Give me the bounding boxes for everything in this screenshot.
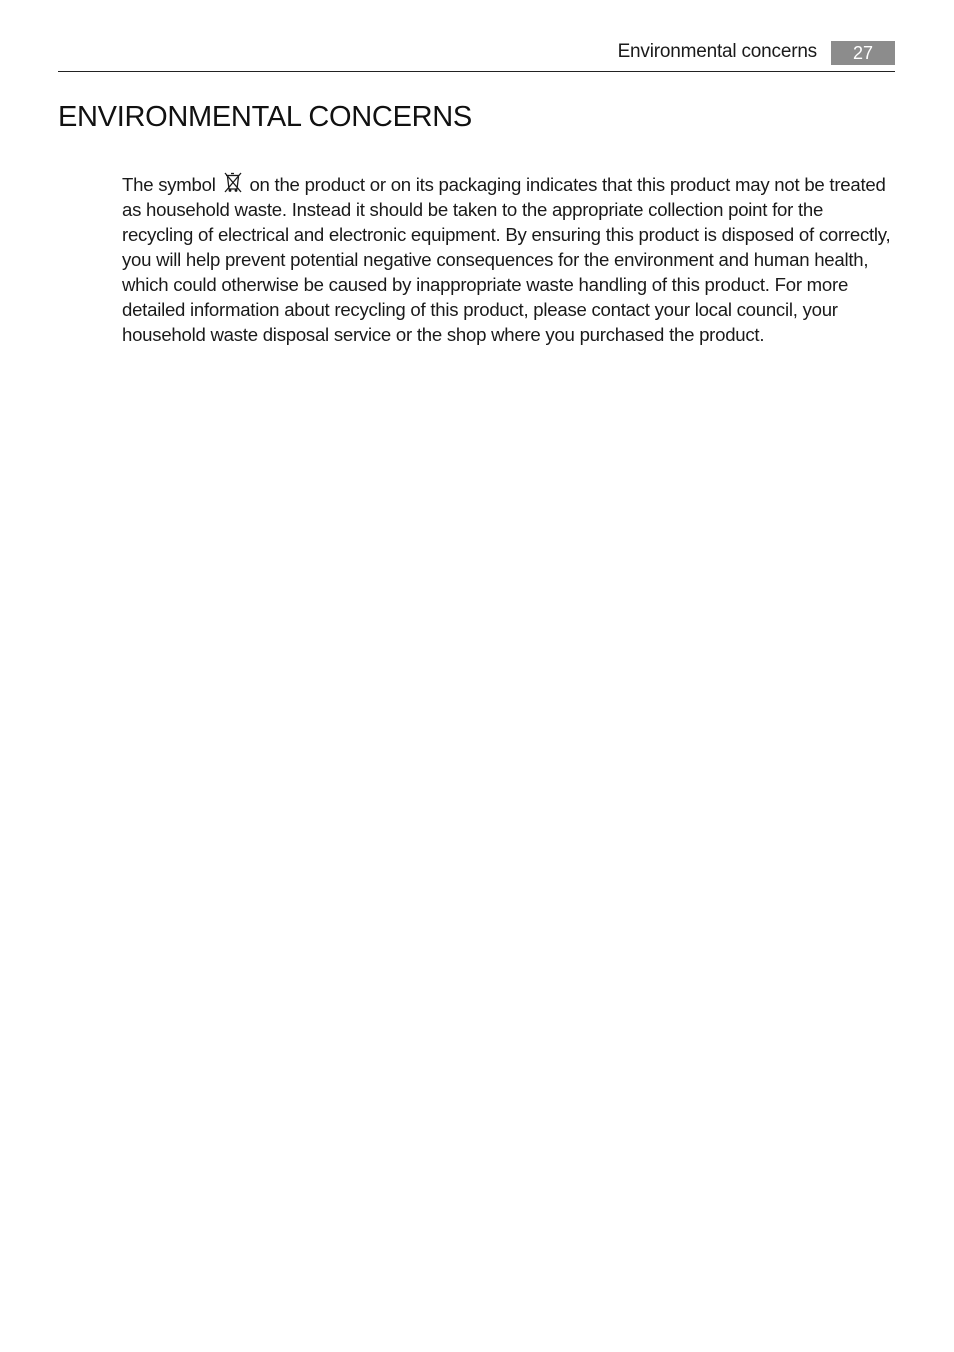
- paragraph-lead-text: The symbol: [122, 174, 216, 195]
- page-number: 27: [831, 41, 895, 65]
- body-paragraph: [122, 171, 892, 347]
- page-title: ENVIRONMENTAL CONCERNS: [58, 101, 472, 133]
- crossed-out-wheelie-bin-icon: [223, 171, 243, 195]
- header-section-title: Environmental concerns: [617, 41, 817, 62]
- paragraph-body-text: on the product or on its packaging indicates that this product may not be treated as household waste. Instead it should be taken to the appropriate collection point for the recycling of electrical and electronic equipment. By ensuring this product is disposed of correctly, you will help prevent potential negative consequences for the environment and human health, which could otherwise be caused by inappropriate waste handling of this product. For more detailed information about recycling of this product, please contact your local council, your household waste disposal service or the shop where you purchased the product.: [122, 174, 891, 345]
- page-header: [58, 38, 895, 72]
